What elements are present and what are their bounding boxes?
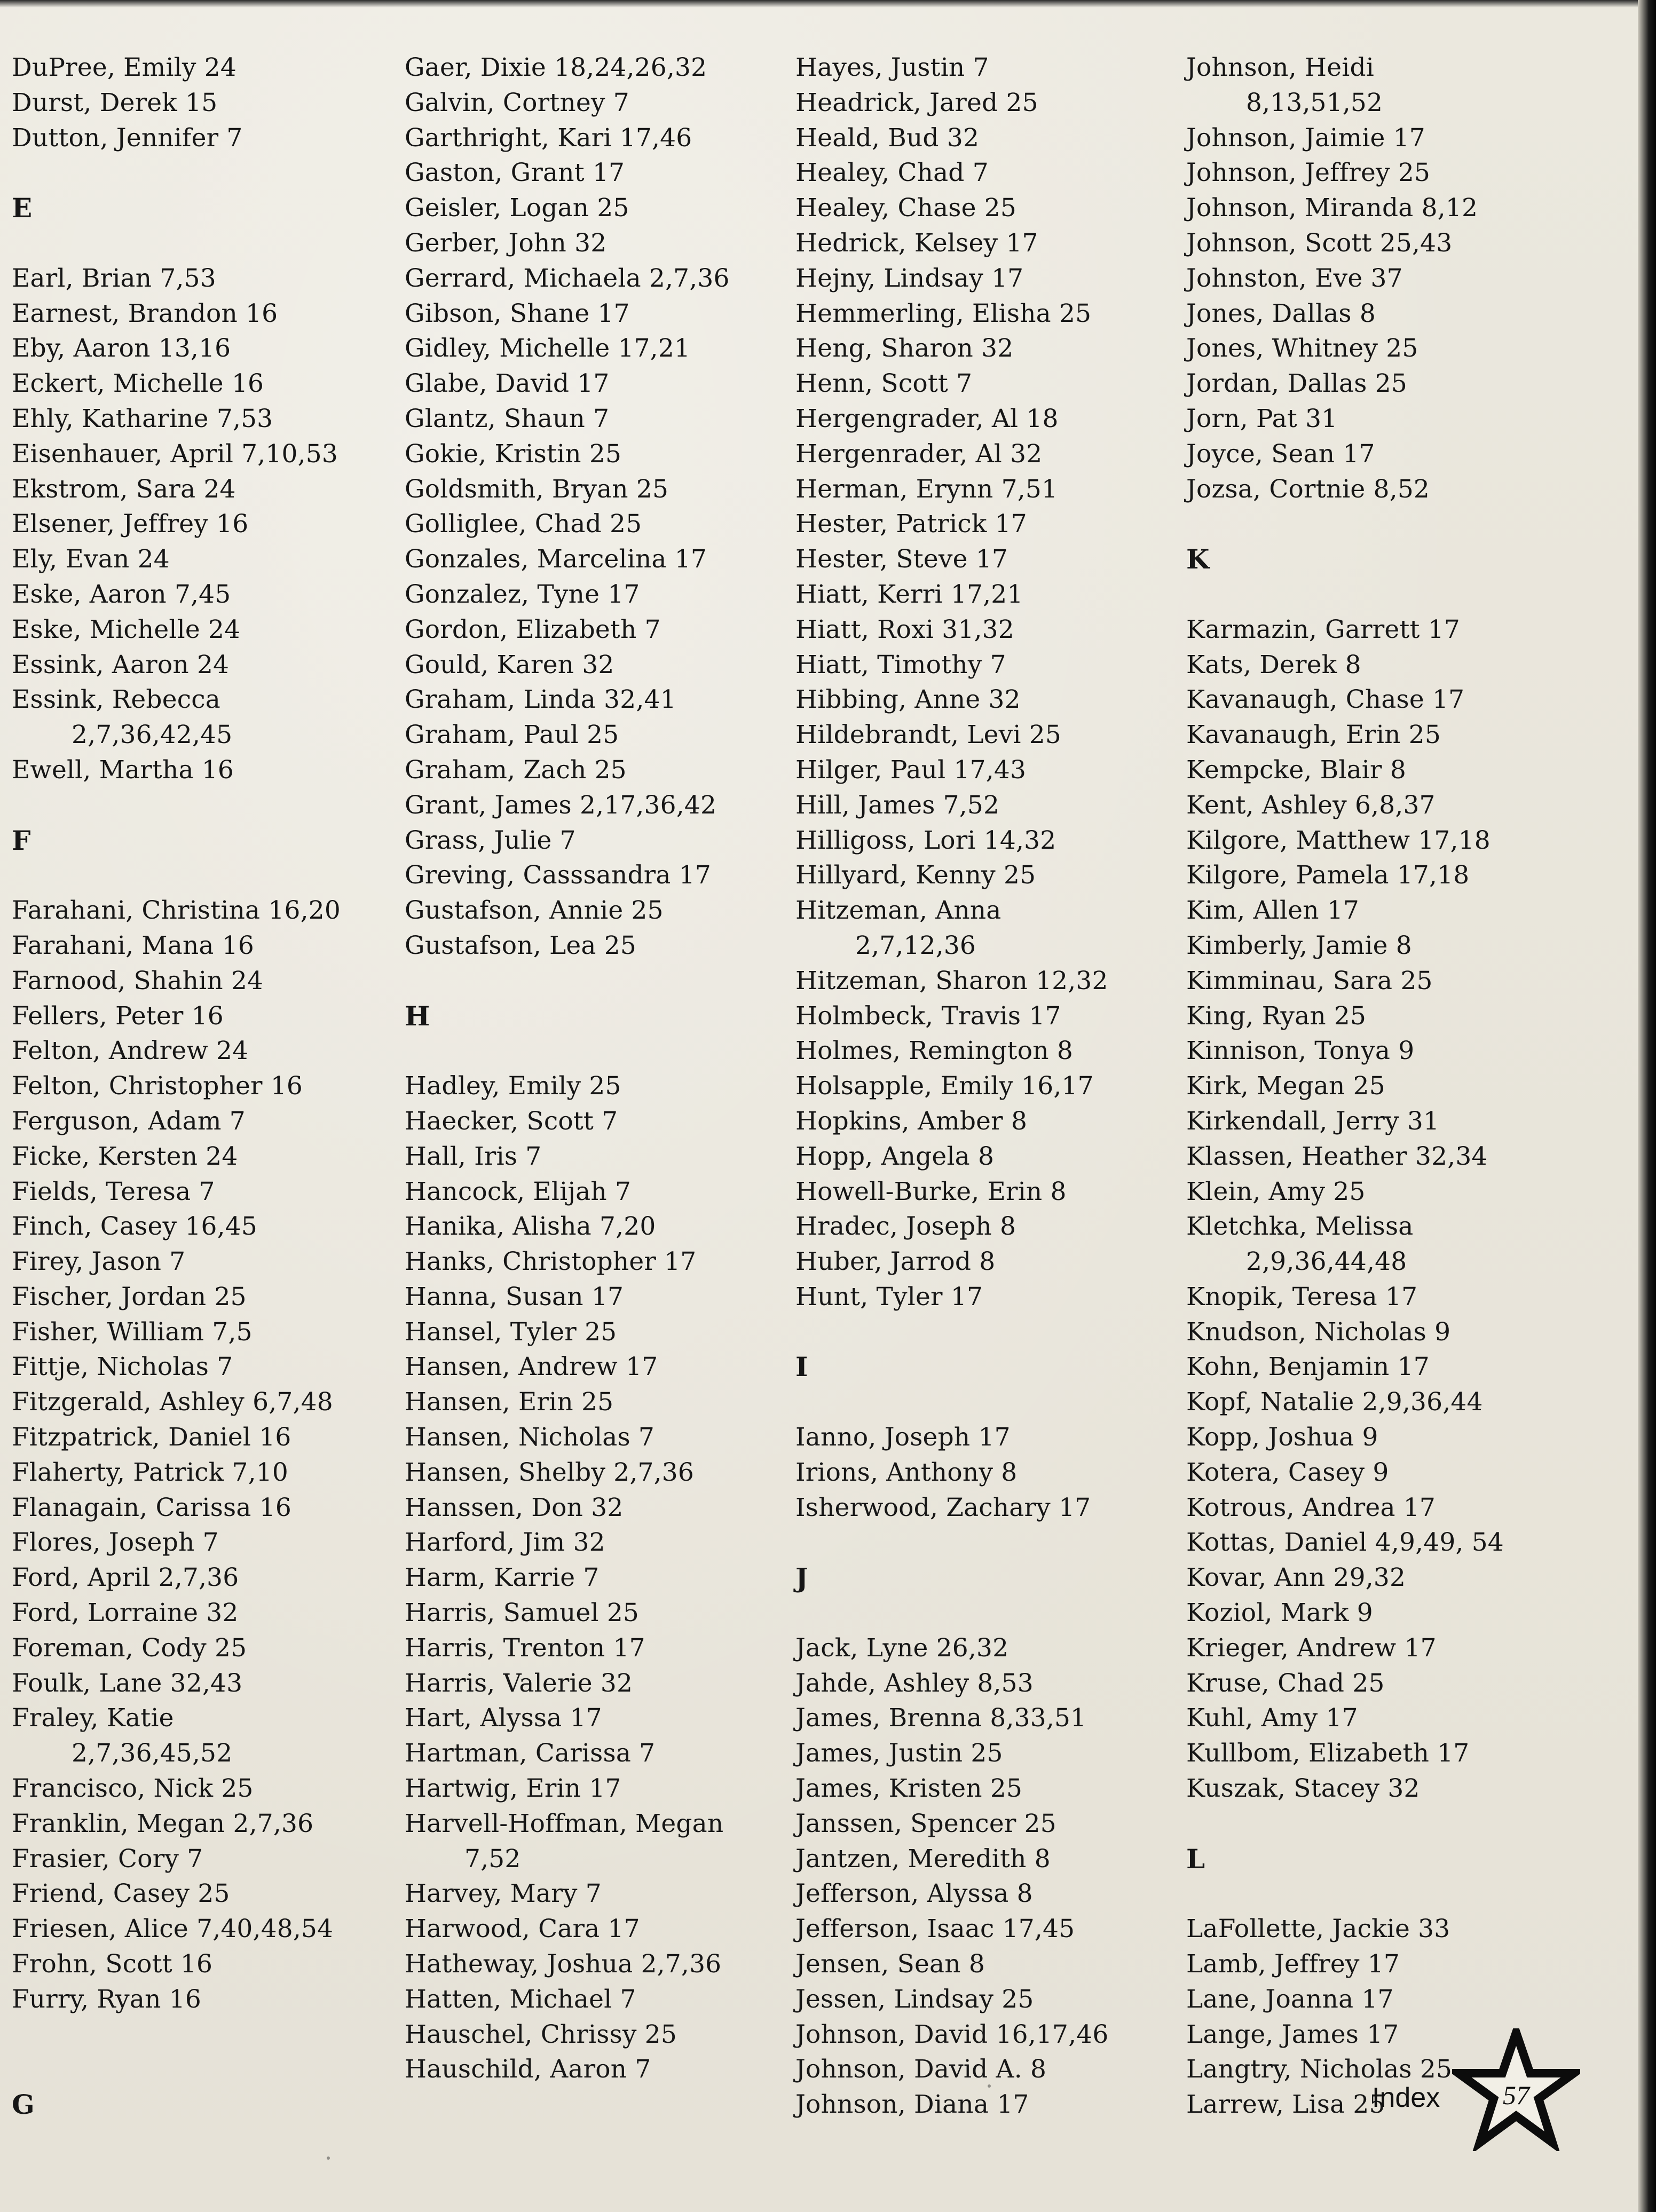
index-entry: Johnson, Miranda 8,12 bbox=[1186, 193, 1478, 223]
index-entry: Larrew, Lisa 25 bbox=[1186, 2090, 1385, 2120]
index-entry: Hiatt, Roxi 31,32 bbox=[795, 614, 1014, 644]
index-entry: Hanks, Christopher 17 bbox=[405, 1247, 697, 1277]
index-entry: Johnston, Eve 37 bbox=[1186, 263, 1403, 293]
index-entry: Flaherty, Patrick 7,10 bbox=[12, 1457, 289, 1487]
index-entry: Farahani, Mana 16 bbox=[12, 930, 254, 960]
index-entry: Gerber, John 32 bbox=[405, 228, 607, 258]
index-entry: Hall, Iris 7 bbox=[405, 1141, 542, 1171]
index-entry: Krieger, Andrew 17 bbox=[1186, 1633, 1437, 1663]
index-entry: Johnson, Heidi bbox=[1186, 53, 1374, 82]
index-entry: Jefferson, Alyssa 8 bbox=[795, 1879, 1033, 1909]
index-entry: Kopp, Joshua 9 bbox=[1186, 1423, 1378, 1452]
index-entry: Johnson, Diana 17 bbox=[795, 2090, 1029, 2120]
index-entry: Ianno, Joseph 17 bbox=[795, 1423, 1011, 1452]
index-column-3 bbox=[795, 50, 1169, 2122]
index-entry: Hillyard, Kenny 25 bbox=[795, 860, 1036, 890]
index-entry: Kirk, Megan 25 bbox=[1186, 1071, 1385, 1101]
index-entry: Hartwig, Erin 17 bbox=[405, 1774, 621, 1804]
index-entry: Felton, Christopher 16 bbox=[12, 1071, 303, 1101]
index-entry: Karmazin, Garrett 17 bbox=[1186, 614, 1460, 644]
spacer-row bbox=[12, 858, 385, 893]
index-entry: Jefferson, Isaac 17,45 bbox=[795, 1914, 1075, 1944]
index-entry: Eske, Aaron 7,45 bbox=[12, 579, 231, 609]
spacer-row bbox=[1186, 1876, 1560, 1911]
index-entry: Hanssen, Don 32 bbox=[405, 1492, 624, 1522]
index-entry: Earnest, Brandon 16 bbox=[12, 298, 278, 328]
index-entry: Kovar, Ann 29,32 bbox=[1186, 1563, 1406, 1593]
index-entry: Jones, Whitney 25 bbox=[1186, 334, 1418, 364]
index-entry: Hart, Alyssa 17 bbox=[405, 1703, 602, 1733]
index-entry: Hansen, Shelby 2,7,36 bbox=[405, 1457, 694, 1487]
index-entry: Golliglee, Chad 25 bbox=[405, 509, 642, 539]
index-column-1 bbox=[12, 50, 385, 2122]
index-entry: Fellers, Peter 16 bbox=[12, 1001, 224, 1031]
index-entry: Grass, Julie 7 bbox=[405, 825, 576, 855]
index-entry: Harvey, Mary 7 bbox=[405, 1879, 602, 1909]
index-entry: Hopkins, Amber 8 bbox=[795, 1106, 1028, 1136]
index-entry: Kottas, Daniel 4,9,49, 54 bbox=[1186, 1528, 1504, 1558]
index-entry: Hilger, Paul 17,43 bbox=[795, 755, 1027, 785]
index-entry: Hitzeman, Sharon 12,32 bbox=[795, 966, 1108, 996]
index-entry: Kirkendall, Jerry 31 bbox=[1186, 1106, 1440, 1136]
index-entry: Hejny, Lindsay 17 bbox=[795, 263, 1024, 293]
page-number: 57 bbox=[1503, 2080, 1529, 2110]
index-entry: Fraley, Katie bbox=[12, 1703, 174, 1733]
index-entry: Ehly, Katharine 7,53 bbox=[12, 404, 273, 433]
index-entry: Kopf, Natalie 2,9,36,44 bbox=[1186, 1387, 1483, 1417]
index-entry: Jack, Lyne 26,32 bbox=[795, 1633, 1009, 1663]
index-entry: Harm, Karrie 7 bbox=[405, 1563, 600, 1593]
index-entry: Hitzeman, Anna bbox=[795, 896, 1002, 926]
index-entry: Essink, Rebecca bbox=[12, 685, 220, 715]
index-entry: Haecker, Scott 7 bbox=[405, 1106, 618, 1136]
index-entry: Kruse, Chad 25 bbox=[1186, 1668, 1385, 1698]
index-entry: LaFollette, Jackie 33 bbox=[1186, 1914, 1450, 1944]
index-entry: Harris, Valerie 32 bbox=[405, 1668, 633, 1698]
spacer-row bbox=[795, 1315, 1169, 1350]
spacer-row bbox=[12, 2052, 385, 2087]
index-entry: Essink, Aaron 24 bbox=[12, 650, 230, 680]
index-entry: Gordon, Elizabeth 7 bbox=[405, 614, 661, 644]
index-entry: Galvin, Cortney 7 bbox=[405, 88, 629, 117]
index-entry: Kotera, Casey 9 bbox=[1186, 1457, 1389, 1487]
spacer-row bbox=[405, 963, 778, 999]
index-entry: James, Brenna 8,33,51 bbox=[795, 1703, 1087, 1733]
index-entry: Johnson, Jaimie 17 bbox=[1186, 123, 1425, 153]
index-entry: Farahani, Christina 16,20 bbox=[12, 896, 341, 926]
index-entry: Glantz, Shaun 7 bbox=[405, 404, 610, 433]
index-entry: Flores, Joseph 7 bbox=[12, 1528, 219, 1558]
index-entry: Fields, Teresa 7 bbox=[12, 1176, 215, 1206]
index-entry: Gokie, Kristin 25 bbox=[405, 439, 622, 469]
index-entry: Lamb, Jeffrey 17 bbox=[1186, 1949, 1400, 1979]
index-entry-continuation: 2,7,36,45,52 bbox=[72, 1739, 233, 1768]
index-entry: Ekstrom, Sara 24 bbox=[12, 474, 236, 504]
page-footer bbox=[1367, 2028, 1580, 2156]
index-entry: Graham, Linda 32,41 bbox=[405, 685, 676, 715]
index-entry: Langtry, Nicholas 25 bbox=[1186, 2055, 1453, 2084]
index-entry: Greving, Casssandra 17 bbox=[405, 860, 711, 890]
index-entry: Finch, Casey 16,45 bbox=[12, 1212, 257, 1242]
page-top-shadow bbox=[0, 0, 1656, 7]
index-entry: Hergenrader, Al 32 bbox=[795, 439, 1043, 469]
index-entry: Kilgore, Pamela 17,18 bbox=[1186, 860, 1470, 890]
index-entry: Eby, Aaron 13,16 bbox=[12, 334, 231, 364]
page-binding-edge bbox=[1638, 0, 1656, 2212]
index-entry: Gaer, Dixie 18,24,26,32 bbox=[405, 53, 707, 82]
index-entry: Gonzalez, Tyne 17 bbox=[405, 579, 640, 609]
index-entry-continuation: 2,7,12,36 bbox=[855, 930, 976, 960]
index-entry: Gaston, Grant 17 bbox=[405, 158, 625, 188]
index-entry: Holsapple, Emily 16,17 bbox=[795, 1071, 1094, 1101]
index-entry: Harvell-Hoffman, Megan bbox=[405, 1808, 724, 1838]
spacer-row bbox=[12, 226, 385, 261]
spacer-row bbox=[795, 1595, 1169, 1631]
index-column-4 bbox=[1186, 50, 1560, 2122]
index-entry: Hansen, Erin 25 bbox=[405, 1387, 614, 1417]
index-entry: Furry, Ryan 16 bbox=[12, 1984, 201, 2014]
index-entry: Kuhl, Amy 17 bbox=[1186, 1703, 1358, 1733]
spacer-row bbox=[795, 1385, 1169, 1420]
index-entry: Kimberly, Jamie 8 bbox=[1186, 930, 1412, 960]
index-entry: Jensen, Sean 8 bbox=[795, 1949, 985, 1979]
index-entry: Gidley, Michelle 17,21 bbox=[405, 334, 691, 364]
index-entry: Isherwood, Zachary 17 bbox=[795, 1492, 1091, 1522]
index-entry: Henn, Scott 7 bbox=[795, 369, 973, 399]
spacer-row bbox=[405, 1033, 778, 1069]
index-entry: Frasier, Cory 7 bbox=[12, 1844, 203, 1874]
index-entry: Hiatt, Kerri 17,21 bbox=[795, 579, 1023, 609]
index-entry: Hauschild, Aaron 7 bbox=[405, 2055, 651, 2084]
index-entry: Eske, Michelle 24 bbox=[12, 614, 241, 644]
index-entry: Ford, Lorraine 32 bbox=[12, 1598, 239, 1628]
index-entry: Ferguson, Adam 7 bbox=[12, 1106, 246, 1136]
index-entry: Glabe, David 17 bbox=[405, 369, 610, 399]
index-entry: DuPree, Emily 24 bbox=[12, 53, 236, 82]
index-entry: Lange, James 17 bbox=[1186, 2019, 1399, 2049]
index-entry: Friesen, Alice 7,40,48,54 bbox=[12, 1914, 334, 1944]
index-entry: Jahde, Ashley 8,53 bbox=[795, 1668, 1034, 1698]
index-entry: Hauschel, Chrissy 25 bbox=[405, 2019, 677, 2049]
index-entry: Kavanaugh, Chase 17 bbox=[1186, 685, 1465, 715]
index-entry: Hradec, Joseph 8 bbox=[795, 1212, 1016, 1242]
index-entry: Hancock, Elijah 7 bbox=[405, 1176, 632, 1206]
index-entry: Hibbing, Anne 32 bbox=[795, 685, 1021, 715]
index-entry: Kavanaugh, Erin 25 bbox=[1186, 720, 1441, 750]
index-entry: James, Justin 25 bbox=[795, 1739, 1003, 1768]
index-entry: King, Ryan 25 bbox=[1186, 1001, 1367, 1031]
index-entry: Jessen, Lindsay 25 bbox=[795, 1984, 1034, 2014]
spacer-row bbox=[1186, 577, 1560, 612]
index-entry: Johnson, Scott 25,43 bbox=[1186, 228, 1453, 258]
section-letter: L bbox=[1186, 1843, 1205, 1875]
index-entry: Hester, Patrick 17 bbox=[795, 509, 1027, 539]
spacer-row bbox=[12, 155, 385, 191]
index-entry: Durst, Derek 15 bbox=[12, 88, 218, 117]
index-entry: Hansen, Nicholas 7 bbox=[405, 1423, 655, 1452]
index-entry: Dutton, Jennifer 7 bbox=[12, 123, 243, 153]
index-entry: Gustafson, Annie 25 bbox=[405, 896, 664, 926]
section-letter: G bbox=[12, 2089, 35, 2121]
index-entry: Hanika, Alisha 7,20 bbox=[405, 1212, 656, 1242]
index-entry: Harford, Jim 32 bbox=[405, 1528, 605, 1558]
index-entry-continuation: 8,13,51,52 bbox=[1246, 88, 1383, 117]
index-entry: Lane, Joanna 17 bbox=[1186, 1984, 1394, 2014]
index-entry: James, Kristen 25 bbox=[795, 1774, 1023, 1804]
index-entry: Kats, Derek 8 bbox=[1186, 650, 1361, 680]
index-entry: Gerrard, Michaela 2,7,36 bbox=[405, 263, 730, 293]
index-entry: Jorn, Pat 31 bbox=[1186, 404, 1338, 433]
paper-speck bbox=[327, 2156, 330, 2160]
spacer-row bbox=[1186, 507, 1560, 542]
index-entry: Hopp, Angela 8 bbox=[795, 1141, 995, 1171]
index-entry: Kuszak, Stacey 32 bbox=[1186, 1774, 1420, 1804]
index-entry: Koziol, Mark 9 bbox=[1186, 1598, 1373, 1628]
index-entry: Hartman, Carissa 7 bbox=[405, 1739, 656, 1768]
index-entry: Ficke, Kersten 24 bbox=[12, 1141, 238, 1171]
index-entry: Herman, Erynn 7,51 bbox=[795, 474, 1058, 504]
index-entry: Klassen, Heather 32,34 bbox=[1186, 1141, 1488, 1171]
index-entry: Hansel, Tyler 25 bbox=[405, 1317, 617, 1347]
section-letter: H bbox=[405, 1000, 430, 1032]
spacer-row bbox=[12, 2017, 385, 2052]
index-entry: Knudson, Nicholas 9 bbox=[1186, 1317, 1451, 1347]
index-entry: Fitzgerald, Ashley 6,7,48 bbox=[12, 1387, 333, 1417]
index-entry: Fisher, William 7,5 bbox=[12, 1317, 253, 1347]
index-entry: Kent, Ashley 6,8,37 bbox=[1186, 790, 1436, 820]
section-letter: K bbox=[1186, 543, 1210, 575]
index-entry: Goldsmith, Bryan 25 bbox=[405, 474, 669, 504]
index-entry: Hildebrandt, Levi 25 bbox=[795, 720, 1062, 750]
index-entry: Johnson, David 16,17,46 bbox=[795, 2019, 1109, 2049]
index-entry: Howell-Burke, Erin 8 bbox=[795, 1176, 1067, 1206]
index-entry: Gonzales, Marcelina 17 bbox=[405, 544, 707, 574]
index-entry: Healey, Chase 25 bbox=[795, 193, 1016, 223]
index-entry: Hemmerling, Elisha 25 bbox=[795, 298, 1092, 328]
index-entry: Hiatt, Timothy 7 bbox=[795, 650, 1006, 680]
index-entry: Ely, Evan 24 bbox=[12, 544, 170, 574]
index-entry: Fitzpatrick, Daniel 16 bbox=[12, 1423, 291, 1452]
index-entry: Jordan, Dallas 25 bbox=[1186, 369, 1407, 399]
index-entry: Klein, Amy 25 bbox=[1186, 1176, 1366, 1206]
index-entry: Fischer, Jordan 25 bbox=[12, 1282, 247, 1312]
index-entry: Jozsa, Cortnie 8,52 bbox=[1186, 474, 1430, 504]
index-entry: Johnson, David A. 8 bbox=[795, 2055, 1047, 2084]
index-entry: Kotrous, Andrea 17 bbox=[1186, 1492, 1436, 1522]
index-entry: Hanna, Susan 17 bbox=[405, 1282, 624, 1312]
index-entry: Hill, James 7,52 bbox=[795, 790, 1000, 820]
index-entry: Elsener, Jeffrey 16 bbox=[12, 509, 249, 539]
index-entry-continuation: 2,9,36,44,48 bbox=[1246, 1247, 1407, 1277]
index-entry: Hayes, Justin 7 bbox=[795, 53, 989, 82]
index-entry: Harris, Samuel 25 bbox=[405, 1598, 640, 1628]
index-entry: Firey, Jason 7 bbox=[12, 1247, 186, 1277]
index-entry: Jones, Dallas 8 bbox=[1186, 298, 1376, 328]
index-entry: Foreman, Cody 25 bbox=[12, 1633, 247, 1663]
index-entry: Holmes, Remington 8 bbox=[795, 1036, 1073, 1066]
index-entry: Hansen, Andrew 17 bbox=[405, 1352, 658, 1382]
index-entry: Harris, Trenton 17 bbox=[405, 1633, 645, 1663]
section-letter: J bbox=[795, 1562, 808, 1594]
index-entry: Kim, Allen 17 bbox=[1186, 896, 1360, 926]
footer-label: Index bbox=[1372, 2082, 1440, 2113]
index-entry: Kinnison, Tonya 9 bbox=[1186, 1036, 1415, 1066]
index-entry: Kempcke, Blair 8 bbox=[1186, 755, 1406, 785]
index-entry: Hatten, Michael 7 bbox=[405, 1984, 636, 2014]
index-entry: Huber, Jarrod 8 bbox=[795, 1247, 996, 1277]
index-entry: Irions, Anthony 8 bbox=[795, 1457, 1018, 1487]
index-entry: Kimminau, Sara 25 bbox=[1186, 966, 1433, 996]
section-letter: F bbox=[12, 824, 31, 856]
spacer-row bbox=[795, 1525, 1169, 1560]
index-entry: Joyce, Sean 17 bbox=[1186, 439, 1375, 469]
index-entry: Kohn, Benjamin 17 bbox=[1186, 1352, 1430, 1382]
index-entry: Headrick, Jared 25 bbox=[795, 88, 1038, 117]
index-entry: Flanagain, Carissa 16 bbox=[12, 1492, 291, 1522]
index-entry: Eckert, Michelle 16 bbox=[12, 369, 264, 399]
index-entry-continuation: 2,7,36,42,45 bbox=[72, 720, 233, 750]
index-entry: Ewell, Martha 16 bbox=[12, 755, 234, 785]
index-entry: Grant, James 2,17,36,42 bbox=[405, 790, 717, 820]
index-entry: Gibson, Shane 17 bbox=[405, 298, 630, 328]
index-entry: Gould, Karen 32 bbox=[405, 650, 614, 680]
index-entry: Gustafson, Lea 25 bbox=[405, 930, 636, 960]
index-entry: Fittje, Nicholas 7 bbox=[12, 1352, 233, 1382]
index-entry: Ford, April 2,7,36 bbox=[12, 1563, 239, 1593]
index-entry: Jantzen, Meredith 8 bbox=[795, 1844, 1051, 1874]
index-entry: Hester, Steve 17 bbox=[795, 544, 1008, 574]
index-entry: Heng, Sharon 32 bbox=[795, 334, 1014, 364]
section-letter: I bbox=[795, 1351, 808, 1383]
index-entry: Earl, Brian 7,53 bbox=[12, 263, 216, 293]
index-entry: Francisco, Nick 25 bbox=[12, 1774, 254, 1804]
index-entry: Eisenhauer, April 7,10,53 bbox=[12, 439, 338, 469]
index-entry: Geisler, Logan 25 bbox=[405, 193, 629, 223]
index-entry: Foulk, Lane 32,43 bbox=[12, 1668, 243, 1698]
index-entry: Felton, Andrew 24 bbox=[12, 1036, 249, 1066]
index-entry: Holmbeck, Travis 17 bbox=[795, 1001, 1061, 1031]
index-entry: Farnood, Shahin 24 bbox=[12, 966, 264, 996]
index-entry: Knopik, Teresa 17 bbox=[1186, 1282, 1418, 1312]
index-entry: Hilligoss, Lori 14,32 bbox=[795, 825, 1056, 855]
index-entry: Hatheway, Joshua 2,7,36 bbox=[405, 1949, 722, 1979]
index-entry: Harwood, Cara 17 bbox=[405, 1914, 640, 1944]
paper-speck bbox=[988, 2084, 991, 2088]
spacer-row bbox=[12, 788, 385, 823]
index-entry: Janssen, Spencer 25 bbox=[795, 1808, 1056, 1838]
index-entry: Healey, Chad 7 bbox=[795, 158, 989, 188]
index-entry: Graham, Paul 25 bbox=[405, 720, 619, 750]
star-icon bbox=[1452, 2028, 1580, 2151]
index-entry: Franklin, Megan 2,7,36 bbox=[12, 1808, 314, 1838]
index-entry: Hergengrader, Al 18 bbox=[795, 404, 1059, 433]
index-column-2 bbox=[405, 50, 778, 2087]
index-entry: Kullbom, Elizabeth 17 bbox=[1186, 1739, 1470, 1768]
index-entry: Johnson, Jeffrey 25 bbox=[1186, 158, 1431, 188]
index-entry: Frohn, Scott 16 bbox=[12, 1949, 213, 1979]
index-entry: Friend, Casey 25 bbox=[12, 1879, 230, 1909]
section-letter: E bbox=[12, 192, 33, 224]
index-entry: Hunt, Tyler 17 bbox=[795, 1282, 983, 1312]
index-entry: Hadley, Emily 25 bbox=[405, 1071, 621, 1101]
index-entry: Garthright, Kari 17,46 bbox=[405, 123, 692, 153]
index-entry: Kletchka, Melissa bbox=[1186, 1212, 1414, 1242]
index-entry: Kilgore, Matthew 17,18 bbox=[1186, 825, 1491, 855]
index-entry: Heald, Bud 32 bbox=[795, 123, 980, 153]
index-entry-continuation: 7,52 bbox=[464, 1844, 521, 1874]
index-entry: Graham, Zach 25 bbox=[405, 755, 627, 785]
spacer-row bbox=[1186, 1806, 1560, 1842]
index-entry: Hedrick, Kelsey 17 bbox=[795, 228, 1038, 258]
